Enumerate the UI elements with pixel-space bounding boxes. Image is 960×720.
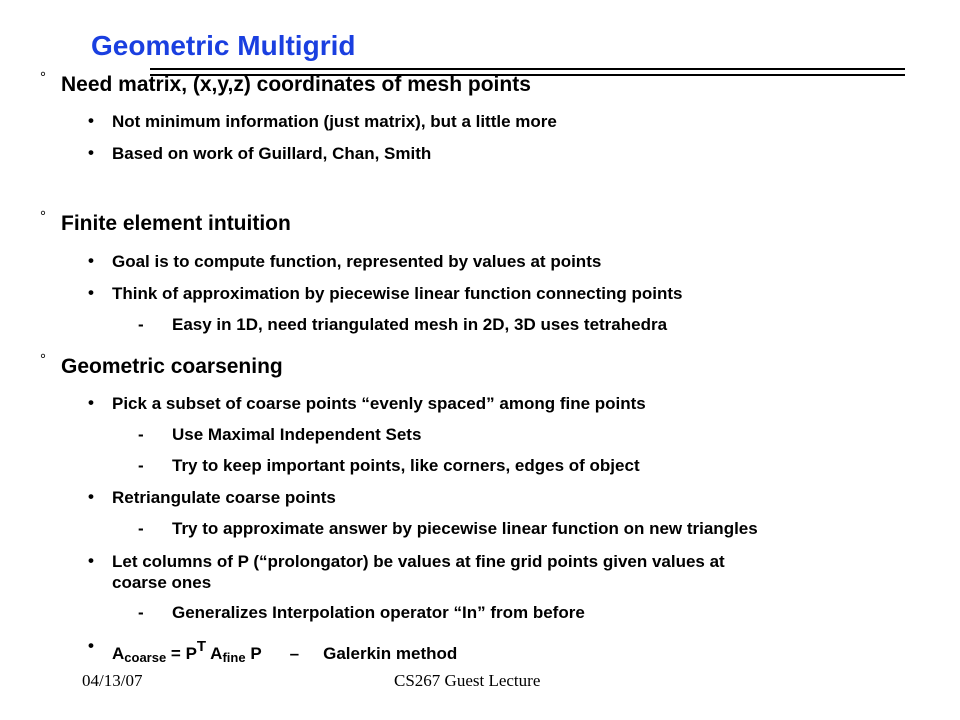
- sub-bullet-text: Try to approximate answer by piecewise linear function on new triangles: [172, 519, 758, 538]
- slide-title: Geometric Multigrid: [91, 30, 356, 61]
- bullet-marker: •: [88, 551, 94, 570]
- dash-marker: -: [138, 315, 144, 334]
- bullet-marker: •: [88, 111, 94, 130]
- bullet-marker: •: [88, 636, 94, 655]
- sub-bullet-text: Try to keep important points, like corners, edges of object: [172, 456, 640, 475]
- formula-superscript: T: [196, 638, 207, 655]
- footer-date: 04/13/07: [82, 671, 143, 690]
- dash-marker: -: [138, 456, 144, 475]
- bullet-text: Not minimum information (just matrix), but a little more: [112, 112, 557, 131]
- formula-subscript: fine: [222, 650, 246, 665]
- dash-marker: -: [138, 519, 144, 538]
- bullet-marker: •: [88, 283, 94, 302]
- bullet-text: Goal is to compute function, represented by values at points: [112, 252, 602, 271]
- formula-dash: –: [289, 644, 300, 663]
- dash-marker: -: [138, 425, 144, 444]
- title-rule-top: [150, 68, 905, 70]
- bullet-text: Based on work of Guillard, Chan, Smith: [112, 144, 432, 163]
- sub-bullet-text: Easy in 1D, need triangulated mesh in 2D, 3D uses tetrahedra: [172, 315, 668, 334]
- bullet-text: Pick a subset of coarse points “evenly spaced” among fine points: [112, 394, 646, 413]
- formula-text: $A_{coarse} = P^T$ $A_{fine}$ P – Galerkin method: [112, 638, 458, 665]
- heading-text: Need matrix, (x,y,z) coordinates of mesh points: [61, 73, 531, 96]
- heading-text: Finite element intuition: [61, 212, 291, 235]
- sub-bullet-text: Generalizes Interpolation operator “In” from before: [172, 603, 585, 622]
- dash-marker: -: [138, 603, 144, 622]
- bullet-text: Think of approximation by piecewise linear function connecting points: [112, 284, 683, 303]
- bullet-text-line: coarse ones: [112, 573, 212, 592]
- formula-subscript: coarse: [124, 650, 167, 665]
- bullet-text: Retriangulate coarse points: [112, 488, 336, 507]
- bullet-text-line: Let columns of P (“prolongator) be values at fine grid points given values at: [112, 552, 725, 571]
- heading-text: Geometric coarsening: [61, 355, 283, 378]
- bullet-marker: •: [88, 487, 94, 506]
- footer-label: CS267 Guest Lecture: [394, 671, 541, 690]
- degree-marker: °: [40, 351, 46, 368]
- bullet-marker: •: [88, 393, 94, 412]
- bullet-marker: •: [88, 251, 94, 270]
- degree-marker: °: [40, 208, 46, 225]
- sub-bullet-text: Use Maximal Independent Sets: [172, 425, 422, 444]
- degree-marker: °: [40, 69, 46, 86]
- formula-method: Galerkin method: [323, 644, 458, 663]
- bullet-text-multiline: [112, 551, 725, 593]
- bullet-marker: •: [88, 143, 94, 162]
